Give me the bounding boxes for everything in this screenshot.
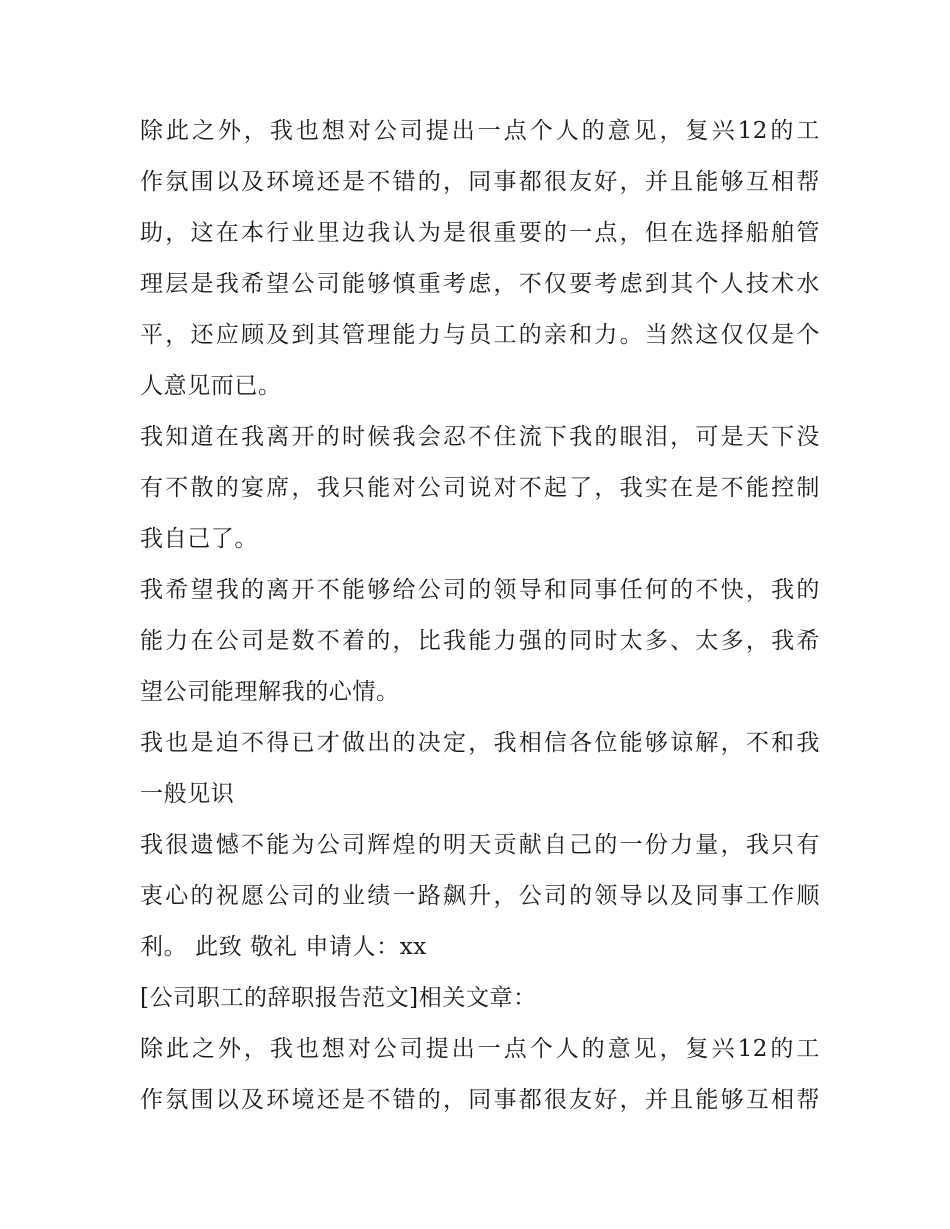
text-line: 能力在公司是数不着的，比我能力强的同时太多、太多，我希 <box>140 628 820 654</box>
text-line: 我也是迫不得已才做出的决定，我相信各位能够谅解，不和我 <box>140 730 820 756</box>
text-line: 望公司能理解我的心情。 <box>140 679 400 705</box>
text-line: 助，这在本行业里边我认为是很重要的一点，但在选择船舶管 <box>140 220 820 246</box>
text-line: 人意见而已。 <box>140 373 282 399</box>
text-line: 我希望我的离开不能够给公司的领导和同事任何的不快，我的 <box>140 577 820 603</box>
text-line: 衷心的祝愿公司的业绩一路飙升，公司的领导以及同事工作顺 <box>140 883 820 909</box>
text-line: 我很遗憾不能为公司辉煌的明天贡献自己的一份力量，我只有 <box>140 832 820 858</box>
text-line: 我自己了。 <box>140 526 258 552</box>
text-line: 理层是我希望公司能够慎重考虑，不仅要考虑到其个人技术水 <box>140 271 820 297</box>
text-line: 作氛围以及环境还是不错的，同事都很友好，并且能够互相帮 <box>140 169 820 195</box>
text-line: 利。 此致 敬礼 申请人：xx <box>140 934 427 960</box>
related-articles-heading: [公司职工的辞职报告范文]相关文章： <box>140 985 537 1011</box>
text-line: 除此之外，我也想对公司提出一点个人的意见，复兴12的工 <box>140 118 820 144</box>
text-line: 我知道在我离开的时候我会忍不住流下我的眼泪，可是天下没 <box>140 424 820 450</box>
document-body <box>140 106 820 1126</box>
text-line: 有不散的宴席，我只能对公司说对不起了，我实在是不能控制 <box>140 475 820 501</box>
text-line: 作氛围以及环境还是不错的，同事都很友好，并且能够互相帮 <box>140 1087 820 1113</box>
text-line: 除此之外，我也想对公司提出一点个人的意见，复兴12的工 <box>140 1036 820 1062</box>
text-line: 平，还应顾及到其管理能力与员工的亲和力。当然这仅仅是个 <box>140 322 820 348</box>
text-line: 一般见识 <box>140 781 235 807</box>
